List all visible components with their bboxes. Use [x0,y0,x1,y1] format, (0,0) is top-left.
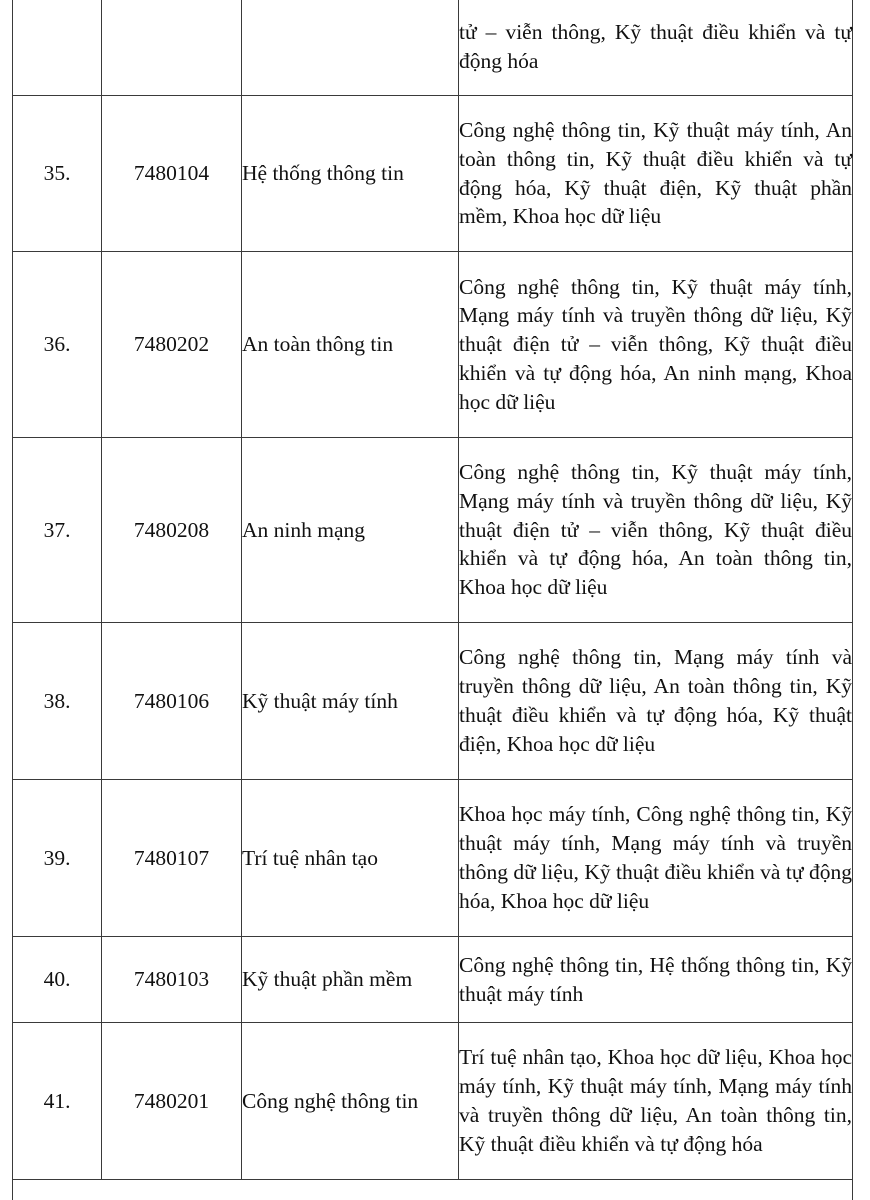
code-cell: 7480103 [102,937,242,1023]
related-cell [459,438,853,623]
related-cell [459,252,853,438]
related-text: Công nghệ thông tin, Hệ thống thông tin, Kỹ thuật máy tính [459,952,852,1006]
stt-cell: 39. [13,780,102,937]
related-text: tử – viễn thông, Kỹ thuật điều khiển và tự động hóa [459,20,852,73]
name-cell [242,0,459,96]
name-cell: Trí tuệ nhân tạo [242,780,459,937]
related-cell [459,623,853,780]
related-text: Trí tuệ nhân tạo, Khoa học dữ liệu, Khoa học máy tính, Kỹ thuật máy tính, Mạng máy tính và truyền thông dữ liệu, An toàn thông tin, Kỹ thuật điều khiển và tự động hóa [459,1045,852,1156]
code-cell: 7480201 [102,1023,242,1180]
table-row [13,252,853,438]
related-cell [459,0,853,96]
code-cell: 7480106 [102,623,242,780]
table-row [13,780,853,937]
related-text: Công nghệ thông tin, Kỹ thuật máy tính, Mạng máy tính và truyền thông dữ liệu, Kỹ thuật điện tử – viễn thông, Kỹ thuật điều khiển và tự động hóa, An toàn thông tin, Khoa học dữ liệu [459,460,852,600]
code-cell: 7480107 [102,780,242,937]
stt-cell: 38. [13,623,102,780]
program-table [12,0,853,1200]
table-row-continued [13,0,853,96]
stt-cell: 40. [13,937,102,1023]
related-cell [459,780,853,937]
table-row [13,623,853,780]
related-text: Công nghệ thông tin, Kỹ thuật máy tính, An toàn thông tin, Kỹ thuật điều khiển và tự động hóa, Kỹ thuật điện, Kỹ thuật phần mềm, Khoa học dữ liệu [459,117,852,229]
name-cell: Hệ thống thông tin [242,96,459,252]
code-cell: 7480104 [102,96,242,252]
name-cell: An ninh mạng [242,438,459,623]
related-cell [459,96,853,252]
name-cell: Kỹ thuật máy tính [242,623,459,780]
code-cell [102,0,242,96]
related-text: Công nghệ thông tin, Mạng máy tính và truyền thông dữ liệu, An toàn thông tin, Kỹ thuật điều khiển và tự động hóa, Kỹ thuật điện, Khoa học dữ liệu [459,645,852,756]
related-text: Công nghệ thông tin, Kỹ thuật máy tính, Mạng máy tính và truyền thông dữ liệu, Kỹ thuật điện tử – viễn thông, Kỹ thuật điều khiển và tự động hóa, An ninh mạng, Khoa học dữ liệu [459,274,852,414]
table-row [13,1023,853,1180]
stt-cell: 36. [13,252,102,438]
stt-cell: 37. [13,438,102,623]
name-cell: An toàn thông tin [242,252,459,438]
stt-cell: 35. [13,96,102,252]
table-row [13,937,853,1023]
related-cell [459,937,853,1023]
stt-cell [13,0,102,96]
table-row [13,96,853,252]
code-cell: 7480202 [102,252,242,438]
name-cell: Kỹ thuật phần mềm [242,937,459,1023]
related-text: Khoa học máy tính, Công nghệ thông tin, Kỹ thuật máy tính, Mạng máy tính và truyền thông dữ liệu, Kỹ thuật điều khiển và tự động hóa, Khoa học dữ liệu [459,802,852,913]
related-cell [459,1023,853,1180]
table-row [13,438,853,623]
stt-cell: 41. [13,1023,102,1180]
next-row-cell [13,1180,853,1200]
code-cell: 7480208 [102,438,242,623]
name-cell: Công nghệ thông tin [242,1023,459,1180]
table-row-next [13,1180,853,1200]
